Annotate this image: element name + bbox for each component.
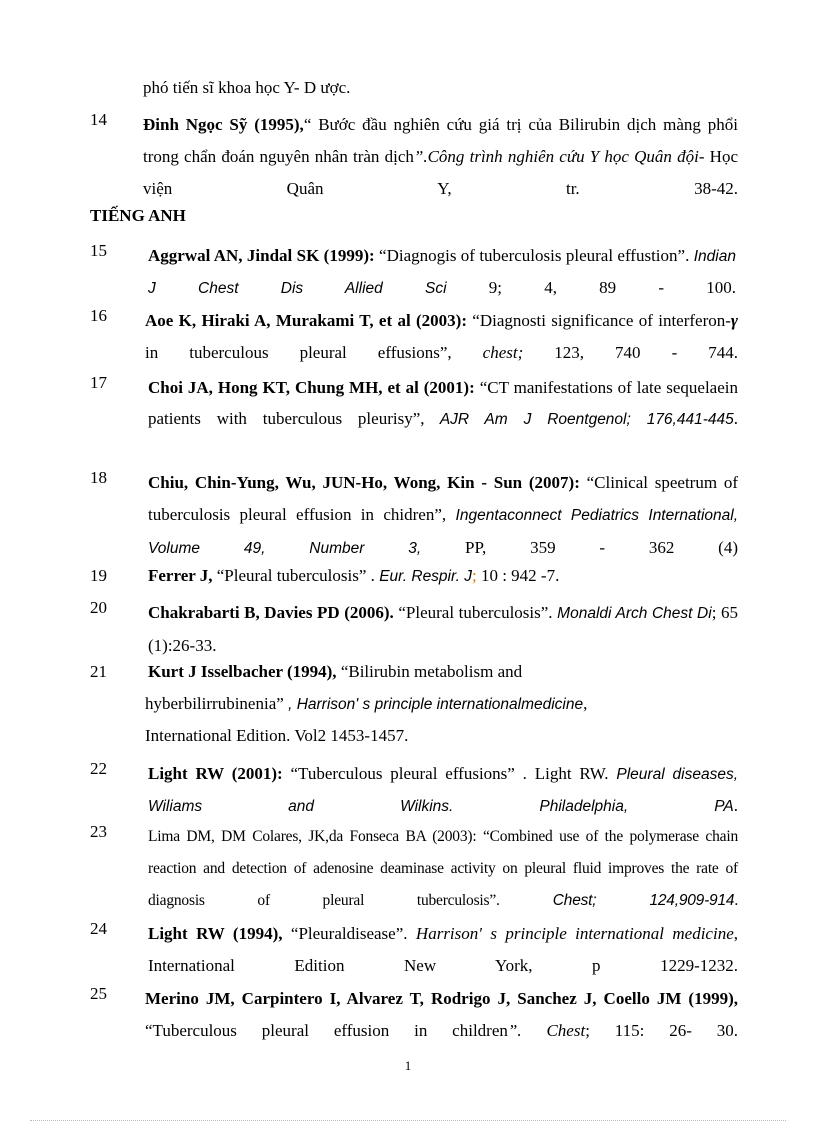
reference-15 [148,240,736,304]
reference-detail: . [733,796,738,815]
reference-17 [148,372,738,435]
reference-authors: Light RW (1994), [148,924,283,943]
reference-number: 17 [90,373,107,392]
reference-detail: 123, 740 - 744. [523,343,739,362]
reference-detail: ; 115: 26- 30. [585,1021,738,1040]
reference-title: hyberbilirrubinenia” [145,694,284,713]
reference-authors: Choi JA, Hong KT, Chung MH, et al (2001): [148,378,475,397]
reference-authors: Aggrwal AN, Jindal SK (1999 [148,246,364,265]
reference-number: 16 [90,306,107,325]
reference-23 [148,821,738,917]
reference-authors: Merino JM, Carpintero I, Alvarez T, Rodrigo J, Sanchez J, Coello JM (1999), [145,989,738,1008]
reference-number: 14 [90,110,107,129]
reference-journal: Pleural diseases, Wiliams and Wilkins. Philadelphia, PA [148,766,738,815]
reference-detail: 10 : 942 -7. [476,566,560,585]
reference-title: “Pleural tuberculosis” . [212,566,375,585]
reference-title-end: ”. [507,1021,522,1040]
reference-editor: Light RW. [526,764,609,783]
section-heading-english: TIẾNG ANH [90,206,186,225]
reference-16 [145,305,738,369]
reference-20 [148,597,738,662]
reference-number: 21 [90,662,107,681]
reference-title: “Clinical speetrum of tuberculosis pleural effusion in chidren”, [148,473,738,524]
reference-authors: Aoe K, Hiraki A, Murakami T, et al (2003 [145,311,456,330]
reference-detail: International Edition. Vol2 1453-1457. [145,726,409,745]
reference-title: “ Bước đầu nghiên cứu giá trị của Bilirubin dịch màng phổi trong chẩn đoán nguyên nhân tràn dịch [143,115,738,166]
reference-number: 23 [90,822,107,841]
reference-25 [145,983,738,1047]
reference-journal: Chest; 124,909-914 [499,892,735,909]
reference-title-end: ”. [413,147,428,166]
reference-21-line-1 [148,661,522,683]
page-bottom-divider [30,1120,786,1121]
reference-authors: Chiu, Chin-Yung, Wu, JUN-Ho, Wong, Kin - Sun (2007): [148,473,580,492]
reference-number: 24 [90,919,107,938]
reference-14 [143,109,738,205]
reference-authors-end: ): [363,246,375,265]
reference-authors: Light RW (2001): [148,764,283,783]
reference-detail: 9; 4, 89 - 100. [446,278,736,297]
reference-title: “Diagnosti significance of interferon- [466,311,731,330]
reference-journal: Harrison' s principle international medicine [407,924,734,943]
reference-number: 18 [90,468,107,487]
reference-title: “Combined use of the polymerase chain reaction and detection of adenosine deaminase activity on pleural fluid improves the rate of diagnosis of pleural tuberculosis”. [148,828,738,909]
reference-title: “Tuberculous pleural effusion in children [145,1021,508,1040]
reference-detail: ; 65 (1):26-33. [148,603,738,655]
reference-detail: PP, 359 - 362 (4) [421,538,738,557]
reference-13-continuation: phó tiến sĩ khoa học Y- D ược. [143,78,351,97]
reference-journal: chest; [451,343,524,362]
reference-21-line-3 [145,725,408,747]
reference-journal: AJR Am J Roentgenol; 176,441-445 [424,411,734,428]
reference-title: “Pleuraldisease”. [282,924,408,943]
reference-authors: Kurt J Isselbacher (1994), [148,662,337,681]
reference-title: “Tuberculous pleural effusions” . [282,764,527,783]
reference-semicolon: ; [471,566,477,585]
reference-authors: Ferrer J, [148,566,213,585]
reference-title: in tuberculous pleural effusions”, [145,343,452,362]
reference-authors-end: ): [455,311,467,330]
reference-journal: Công trình nghiên cứu Y học Quân đội- [427,147,705,166]
reference-journal: Ingentaconnect Pediatrics International, Volume 49, Number 3, [148,507,738,557]
reference-21-line-2 [145,693,587,716]
reference-authors: Chakrabarti B, Davies PD (2006). [148,603,394,622]
reference-journal: Chest [521,1021,586,1040]
reference-journal: Indian J Chest Dis Allied Sci [148,248,736,297]
reference-number: 22 [90,759,107,778]
reference-journal: , Harrison' s principle internationalmedicine [283,696,584,713]
reference-comma: , [583,694,588,713]
reference-title: “Bilirubin metabolism and [336,662,523,681]
reference-number: 19 [90,566,107,585]
reference-24 [148,918,738,982]
reference-number: 15 [90,241,107,260]
reference-authors: Lima DM, DM Colares, JK,da Fonseca BA (2003): [148,828,477,845]
reference-18 [148,467,738,565]
reference-detail: . [734,892,738,909]
reference-title: “Pleural tuberculosis”. [393,603,553,622]
reference-detail: , International Edition New York, p 1229-1232. [148,924,738,975]
reference-19 [148,565,559,588]
reference-title: “Diagnogis of tuberculosis pleural effustion”. [374,246,690,265]
reference-authors: Đinh Ngọc Sỹ (1995), [143,115,304,134]
reference-number: 25 [90,984,107,1003]
reference-title: “CT manifestations of late sequelaein patients with tuberculous pleurisy”, [148,378,738,428]
page-number: 1 [404,1058,412,1073]
reference-detail: Học viện Quân Y, tr. 38-42. [143,147,738,198]
reference-detail: . [733,409,738,428]
gamma-symbol: γ [730,311,738,330]
reference-journal: Monaldi Arch Chest Di [552,605,712,622]
reference-22 [148,758,738,822]
reference-journal: Eur. Respir. J [374,568,472,585]
reference-number: 20 [90,598,107,617]
